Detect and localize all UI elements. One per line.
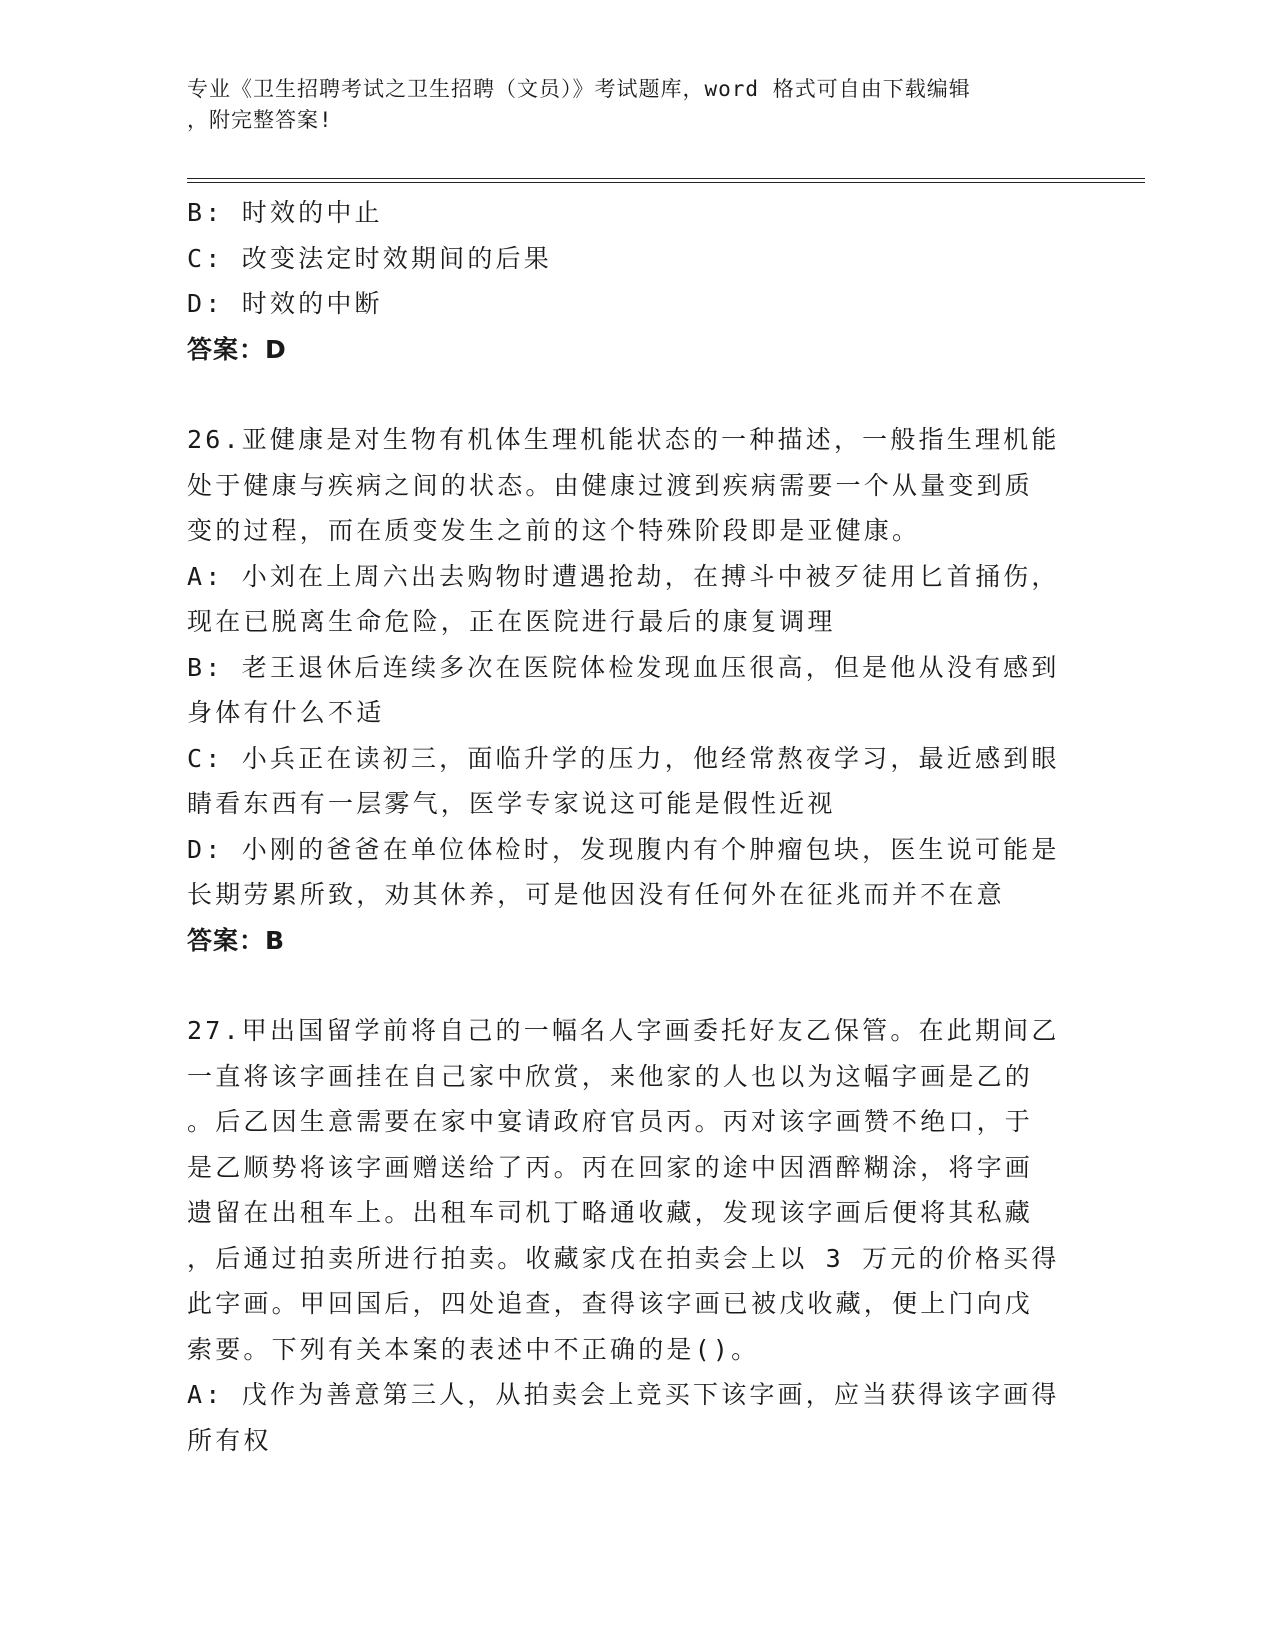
header-line-1: 专业《卫生招聘考试之卫生招聘（文员）》考试题库，word 格式可自由下载编辑 [187, 77, 971, 101]
document-body [187, 190, 1077, 1463]
q27-stem-line: 此字画。甲回国后，四处追查，查得该字画已被戊收藏，便上门向戊 [187, 1289, 1034, 1318]
header-divider-bottom [187, 182, 1145, 183]
question-25 [187, 190, 1077, 372]
question-26 [187, 417, 1077, 963]
q25-option-d: D: 时效的中断 [187, 289, 383, 318]
q26-option-b-cont: 身体有什么不适 [187, 698, 385, 727]
q26-answer: 答案：B [187, 925, 286, 955]
q26-option-d-cont: 长期劳累所致，劝其休养，可是他因没有任何外在征兆而并不在意 [187, 880, 1005, 909]
q26-stem-line: 变的过程，而在质变发生之前的这个特殊阶段即是亚健康。 [187, 516, 921, 545]
q27-stem-line: 一直将该字画挂在自己家中欣赏，来他家的人也以为这幅字画是乙的 [187, 1061, 1034, 1091]
header-line-2: ，附完整答案! [187, 108, 333, 132]
q26-option-c-cont: 睛看东西有一层雾气，医学专家说这可能是假性近视 [187, 789, 836, 818]
q26-option-d: D: 小刚的爸爸在单位体检时，发现腹内有个肿瘤包块，医生说可能是 [187, 834, 1060, 864]
q27-option-a: A: 戊作为善意第三人，从拍卖会上竞买下该字画，应当获得该字画得 [187, 1380, 1060, 1409]
q27-stem-line: 遗留在出租车上。出租车司机丁略通收藏，发现该字画后便将其私藏 [187, 1198, 1034, 1227]
q26-option-c: C: 小兵正在读初三，面临升学的压力，他经常熬夜学习，最近感到眼 [187, 743, 1060, 773]
q26-option-a-cont: 现在已脱离生命危险，正在医院进行最后的康复调理 [187, 607, 836, 636]
q25-option-b: B: 时效的中止 [187, 198, 383, 227]
page-header [187, 74, 1067, 136]
q26-stem-line: 26.亚健康是对生物有机体生理机能状态的一种描述，一般指生理机能 [187, 425, 1060, 454]
q25-option-c: C: 改变法定时效期间的后果 [187, 243, 552, 273]
spacer [187, 963, 1077, 1008]
q27-stem-line: 索要。下列有关本案的表述中不正确的是()。 [187, 1334, 760, 1364]
spacer [187, 372, 1077, 417]
q27-stem-line: 27.甲出国留学前将自己的一幅名人字画委托好友乙保管。在此期间乙 [187, 1016, 1060, 1045]
header-divider-top [187, 178, 1145, 179]
q26-option-b: B: 老王退休后连续多次在医院体检发现血压很高，但是他从没有感到 [187, 652, 1060, 682]
q27-stem-line: 是乙顺势将该字画赠送给了丙。丙在回家的途中因酒醉糊涂，将字画 [187, 1152, 1034, 1182]
q25-answer: 答案：D [187, 334, 287, 364]
q26-stem-line: 处于健康与疾病之间的状态。由健康过渡到疾病需要一个从量变到质 [187, 470, 1034, 500]
q26-option-a: A: 小刘在上周六出去购物时遭遇抢劫，在搏斗中被歹徒用匕首捅伤， [187, 561, 1060, 591]
q27-stem-line: ，后通过拍卖所进行拍卖。收藏家戊在拍卖会上以 3 万元的价格买得 [187, 1243, 1060, 1273]
q27-option-a-cont: 所有权 [187, 1425, 272, 1455]
q27-stem-line: 。后乙因生意需要在家中宴请政府官员丙。丙对该字画赞不绝口，于 [187, 1107, 1034, 1136]
question-27 [187, 1008, 1077, 1463]
